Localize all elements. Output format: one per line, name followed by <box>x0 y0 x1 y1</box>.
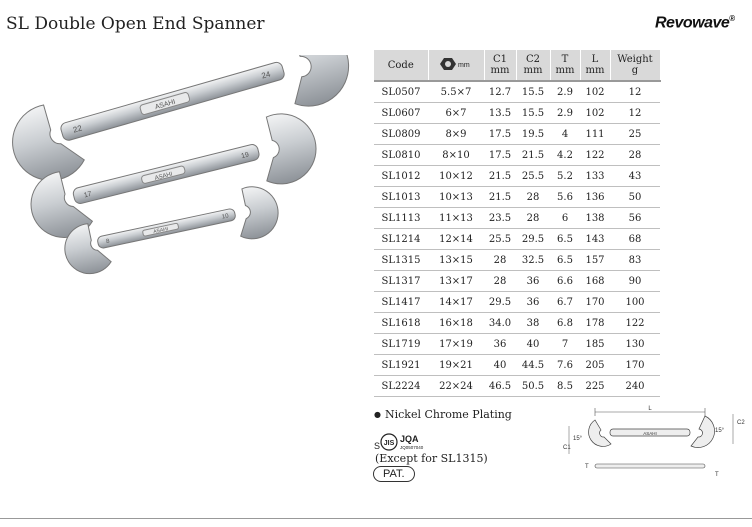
cell-code: SL1013 <box>374 187 428 208</box>
exception-note: (Except for SL1315) <box>375 452 488 465</box>
cell-c2: 50.5 <box>516 376 550 397</box>
cell-weight: 12 <box>610 81 660 103</box>
cell-l: 138 <box>580 208 610 229</box>
large-spanner-size-1: 22 <box>71 123 84 135</box>
table-row <box>374 166 660 187</box>
cell-l: 111 <box>580 124 610 145</box>
cell-size: 17×19 <box>428 334 484 355</box>
cell-l: 170 <box>580 292 610 313</box>
cell-size: 13×15 <box>428 250 484 271</box>
cell-code: SL1417 <box>374 292 428 313</box>
jqa-code: JQ0507040 <box>400 445 424 450</box>
col-weight: Weight g <box>610 50 660 81</box>
table-row <box>374 229 660 250</box>
diagram-angle-1: 15° <box>573 436 583 442</box>
cell-weight: 28 <box>610 145 660 166</box>
cell-size: 13×17 <box>428 271 484 292</box>
page-title: SL Double Open End Spanner <box>6 14 265 34</box>
cell-code: SL0507 <box>374 81 428 103</box>
registered-mark: ® <box>729 14 735 23</box>
cell-weight: 170 <box>610 355 660 376</box>
cell-c2: 40 <box>516 334 550 355</box>
cell-c2: 38 <box>516 313 550 334</box>
cell-weight: 68 <box>610 229 660 250</box>
cell-code: SL0607 <box>374 103 428 124</box>
mid-spanner-stamp: ASAHI <box>154 171 174 182</box>
cell-c1: 12.7 <box>484 81 516 103</box>
cell-c2: 25.5 <box>516 166 550 187</box>
cell-l: 168 <box>580 271 610 292</box>
cell-size: 16×18 <box>428 313 484 334</box>
cell-code: SL1113 <box>374 208 428 229</box>
brand-name: Revowave <box>655 14 730 32</box>
diagram-l: L <box>648 406 652 412</box>
cell-code: SL2224 <box>374 376 428 397</box>
small-spanner-size-1: 8 <box>105 238 111 246</box>
cell-c1: 28 <box>484 271 516 292</box>
cell-l: 102 <box>580 81 610 103</box>
table-row <box>374 313 660 334</box>
cell-c1: 21.5 <box>484 187 516 208</box>
spec-table <box>374 50 661 397</box>
col-c2: C2 mm <box>516 50 550 81</box>
cell-t: 8.5 <box>550 376 580 397</box>
diagram-t-right: T <box>715 472 719 478</box>
large-spanner-size-2: 24 <box>260 69 272 81</box>
cell-weight: 100 <box>610 292 660 313</box>
mid-spanner-size-1: 17 <box>83 190 93 200</box>
cell-code: SL1317 <box>374 271 428 292</box>
jis-jqa-mark <box>374 432 444 452</box>
cell-c1: 17.5 <box>484 124 516 145</box>
table-row <box>374 355 660 376</box>
cell-t: 2.9 <box>550 103 580 124</box>
cell-l: 178 <box>580 313 610 334</box>
cell-c2: 15.5 <box>516 81 550 103</box>
cell-size: 10×12 <box>428 166 484 187</box>
cell-t: 6.8 <box>550 313 580 334</box>
cell-l: 157 <box>580 250 610 271</box>
col-l: L mm <box>580 50 610 81</box>
cell-t: 5.6 <box>550 187 580 208</box>
jis-mark: JIS <box>383 440 395 447</box>
cell-c1: 21.5 <box>484 166 516 187</box>
bullet-icon: ● <box>374 410 381 419</box>
small-spanner-size-2: 10 <box>221 213 230 221</box>
dimension-diagram <box>555 402 750 480</box>
cell-c2: 28 <box>516 187 550 208</box>
cell-code: SL1012 <box>374 166 428 187</box>
col-code: Code <box>374 50 428 81</box>
cell-weight: 56 <box>610 208 660 229</box>
cell-weight: 25 <box>610 124 660 145</box>
cell-c1: 34.0 <box>484 313 516 334</box>
table-row <box>374 271 660 292</box>
cell-weight: 83 <box>610 250 660 271</box>
cell-t: 5.2 <box>550 166 580 187</box>
cell-t: 6.7 <box>550 292 580 313</box>
diagram-c2: C2 <box>737 420 745 426</box>
table-row <box>374 103 660 124</box>
cell-code: SL1214 <box>374 229 428 250</box>
table-header-row <box>374 50 660 81</box>
cell-c1: 29.5 <box>484 292 516 313</box>
cell-size: 10×13 <box>428 187 484 208</box>
cell-size: 22×24 <box>428 376 484 397</box>
cell-c1: 28 <box>484 250 516 271</box>
plating-text: Nickel Chrome Plating <box>384 408 512 421</box>
cell-c2: 19.5 <box>516 124 550 145</box>
s-mark: S <box>374 441 381 451</box>
cell-size: 6×7 <box>428 103 484 124</box>
table-row <box>374 376 660 397</box>
cell-t: 2.9 <box>550 81 580 103</box>
cell-size: 8×9 <box>428 124 484 145</box>
cell-t: 7.6 <box>550 355 580 376</box>
cell-c2: 36 <box>516 271 550 292</box>
cell-t: 7 <box>550 334 580 355</box>
cell-c2: 21.5 <box>516 145 550 166</box>
cell-l: 136 <box>580 187 610 208</box>
cell-c2: 15.5 <box>516 103 550 124</box>
jqa-mark: JQA <box>400 434 419 444</box>
cell-l: 102 <box>580 103 610 124</box>
table-row <box>374 81 660 103</box>
cell-code: SL1618 <box>374 313 428 334</box>
cell-c2: 32.5 <box>516 250 550 271</box>
large-spanner-stamp: ASAHI <box>154 98 177 112</box>
cell-c1: 23.5 <box>484 208 516 229</box>
table-row <box>374 187 660 208</box>
cell-weight: 240 <box>610 376 660 397</box>
cell-weight: 43 <box>610 166 660 187</box>
small-spanner-stamp: ASAHI <box>152 226 169 236</box>
cell-t: 4 <box>550 124 580 145</box>
diagram-c1: C1 <box>563 445 571 451</box>
cell-l: 205 <box>580 355 610 376</box>
cell-weight: 12 <box>610 103 660 124</box>
cell-weight: 122 <box>610 313 660 334</box>
hex-nut-icon <box>436 57 476 71</box>
diagram-angle-2: 15° <box>715 428 725 434</box>
col-size <box>428 50 484 81</box>
table-row <box>374 145 660 166</box>
cell-c1: 36 <box>484 334 516 355</box>
table-row <box>374 292 660 313</box>
table-row <box>374 124 660 145</box>
cell-c2: 36 <box>516 292 550 313</box>
cell-l: 122 <box>580 145 610 166</box>
cell-code: SL1719 <box>374 334 428 355</box>
cell-l: 133 <box>580 166 610 187</box>
cell-c1: 25.5 <box>484 229 516 250</box>
cell-c1: 40 <box>484 355 516 376</box>
cell-c1: 17.5 <box>484 145 516 166</box>
cell-t: 6.6 <box>550 271 580 292</box>
cell-c2: 44.5 <box>516 355 550 376</box>
cell-t: 6 <box>550 208 580 229</box>
cell-size: 5.5×7 <box>428 81 484 103</box>
cell-t: 4.2 <box>550 145 580 166</box>
cell-c1: 13.5 <box>484 103 516 124</box>
diagram-brand: ASAHI <box>643 431 657 436</box>
cell-code: SL1315 <box>374 250 428 271</box>
cell-code: SL0810 <box>374 145 428 166</box>
pat-badge: PAT. <box>373 466 415 482</box>
col-c1: C1 mm <box>484 50 516 81</box>
cell-code: SL1921 <box>374 355 428 376</box>
bottom-divider <box>0 518 752 519</box>
table-row <box>374 250 660 271</box>
cell-l: 185 <box>580 334 610 355</box>
cell-t: 6.5 <box>550 229 580 250</box>
brand-logo <box>655 14 735 32</box>
cell-t: 6.5 <box>550 250 580 271</box>
diagram-t-left: T <box>585 464 589 470</box>
cell-size: 11×13 <box>428 208 484 229</box>
spanner-photo <box>0 55 370 295</box>
cell-c2: 29.5 <box>516 229 550 250</box>
cell-c2: 28 <box>516 208 550 229</box>
cell-l: 143 <box>580 229 610 250</box>
table-row <box>374 208 660 229</box>
cell-weight: 90 <box>610 271 660 292</box>
cell-size: 14×17 <box>428 292 484 313</box>
plating-feature <box>374 408 512 421</box>
mid-spanner-size-2: 19 <box>240 151 250 161</box>
table-row <box>374 334 660 355</box>
cell-size: 12×14 <box>428 229 484 250</box>
cell-size: 19×21 <box>428 355 484 376</box>
cell-weight: 130 <box>610 334 660 355</box>
cell-c1: 46.5 <box>484 376 516 397</box>
col-t: T mm <box>550 50 580 81</box>
col-size-unit: mm <box>458 61 470 69</box>
cell-l: 225 <box>580 376 610 397</box>
cell-code: SL0809 <box>374 124 428 145</box>
cell-weight: 50 <box>610 187 660 208</box>
cell-size: 8×10 <box>428 145 484 166</box>
